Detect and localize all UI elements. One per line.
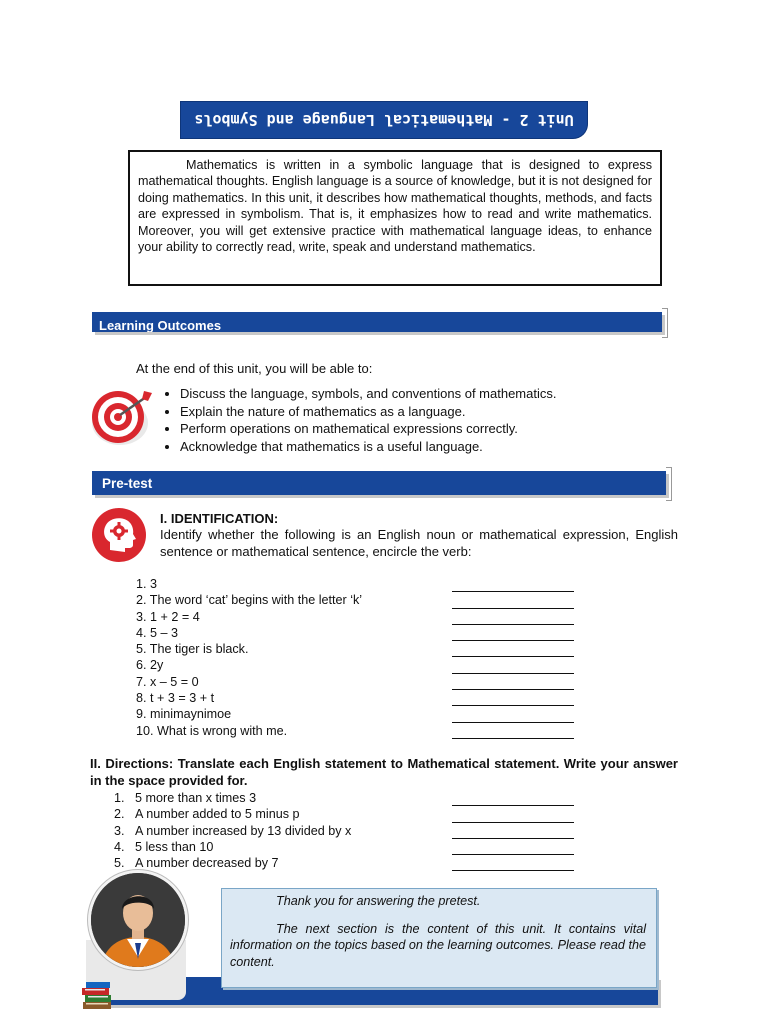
list-item: 7. x – 5 = 0 (136, 674, 199, 689)
header-frame (662, 308, 668, 338)
list-item: • Discuss the language, symbols, and conventions of mathematics. (180, 385, 660, 403)
brain-gear-icon (92, 508, 146, 562)
item-text: 5 less than 10 (135, 839, 214, 854)
learning-outcomes-list (160, 385, 660, 455)
unit-title: Unit 2 - Mathematical Language and Symbols (194, 111, 574, 129)
item-text: A number increased by 13 divided by x (135, 823, 352, 838)
list-item (114, 823, 351, 839)
answer-blank[interactable] (452, 806, 574, 822)
intro-box (128, 150, 662, 286)
header-frame (666, 467, 672, 501)
intro-paragraph: Mathematics is written in a symbolic language that is designed to express mathematical thoughts. English language is a source of knowledge, but it is not designed for doing mathematics. In this unit, it describes how mathematical thoughts, methods, and facts are expressed in symbolism. That is, it emphasizes how to read and write mathematics. Moreover, you will get extensive practice with mathematical language ideas, to enhance your ability to correctly read, write, speak and understand mathematics. (138, 158, 652, 255)
answer-blank[interactable] (452, 609, 574, 625)
answer-blank[interactable] (452, 823, 574, 839)
books-icon (80, 978, 116, 1012)
translation-answer-blanks (452, 790, 574, 871)
answer-blank[interactable] (452, 839, 574, 855)
item-text: A number decreased by 7 (135, 856, 279, 871)
list-item (114, 855, 351, 871)
answer-blank[interactable] (452, 723, 574, 739)
list-item: 8. t + 3 = 3 + t (136, 691, 215, 706)
note-next-section: The next section is the content of this unit. It contains vital information on the topics based on the learning outcomes. Please read the content. (230, 921, 646, 969)
item-number: 1. (114, 791, 125, 805)
list-item: 2. The word ‘cat’ begins with the letter ‘k’ (136, 593, 363, 608)
learning-outcomes-header (92, 312, 662, 332)
answer-blank[interactable] (452, 690, 574, 706)
author-photo (88, 870, 188, 970)
identification-instruction: Identify whether the following is an English noun or mathematical expression, English sentence or mathematical sentence, encircle the verb: (160, 527, 678, 559)
list-item: • Explain the nature of mathematics as a language. (180, 403, 660, 421)
item-number: 5. (114, 856, 125, 871)
pretest-title: Pre-test (102, 476, 153, 491)
list-item: 3. 1 + 2 = 4 (136, 609, 200, 624)
answer-blank[interactable] (452, 706, 574, 722)
unit-title-banner (181, 102, 587, 138)
list-item (114, 790, 351, 806)
list-item (114, 839, 351, 855)
list-item: 6. 2y (136, 658, 164, 673)
item-number: 3. (114, 823, 125, 838)
pretest-header (92, 471, 666, 495)
answer-blank[interactable] (452, 657, 574, 673)
identification-items (136, 576, 362, 739)
item-text: A number added to 5 minus p (135, 807, 300, 822)
learning-outcomes-intro: At the end of this unit, you will be able to: (136, 361, 373, 376)
list-item: 5. The tiger is black. (136, 642, 249, 657)
note-thanks: Thank you for answering the pretest. (276, 894, 481, 908)
list-item: • Acknowledge that mathematics is a useful language. (180, 438, 660, 456)
translation-directions: II. Directions: Translate each English statement to Mathematical statement. Write your answer in the space provided for. (90, 756, 678, 788)
answer-blank[interactable] (452, 674, 574, 690)
target-icon (90, 385, 154, 447)
answer-blank[interactable] (452, 790, 574, 806)
item-number: 2. (114, 807, 125, 822)
item-number: 4. (114, 839, 125, 854)
pretest-note (221, 888, 657, 988)
answer-blank[interactable] (452, 641, 574, 657)
list-item: 4. 5 – 3 (136, 625, 179, 640)
learning-outcomes-title: Learning Outcomes (99, 318, 222, 332)
identification-answer-blanks (452, 576, 574, 739)
answer-blank[interactable] (452, 625, 574, 641)
list-item: 9. minimaynimoe (136, 707, 232, 722)
list-item: 1. 3 (136, 577, 158, 591)
answer-blank[interactable] (452, 855, 574, 871)
answer-blank[interactable] (452, 576, 574, 592)
identification-title: I. IDENTIFICATION: (160, 511, 279, 526)
answer-blank[interactable] (452, 592, 574, 608)
list-item (114, 806, 351, 822)
list-item: 10. What is wrong with me. (136, 723, 288, 738)
person-icon (91, 873, 185, 967)
translation-items (114, 790, 351, 871)
item-text: 5 more than x times 3 (135, 791, 257, 805)
list-item: • Perform operations on mathematical expressions correctly. (180, 420, 660, 438)
